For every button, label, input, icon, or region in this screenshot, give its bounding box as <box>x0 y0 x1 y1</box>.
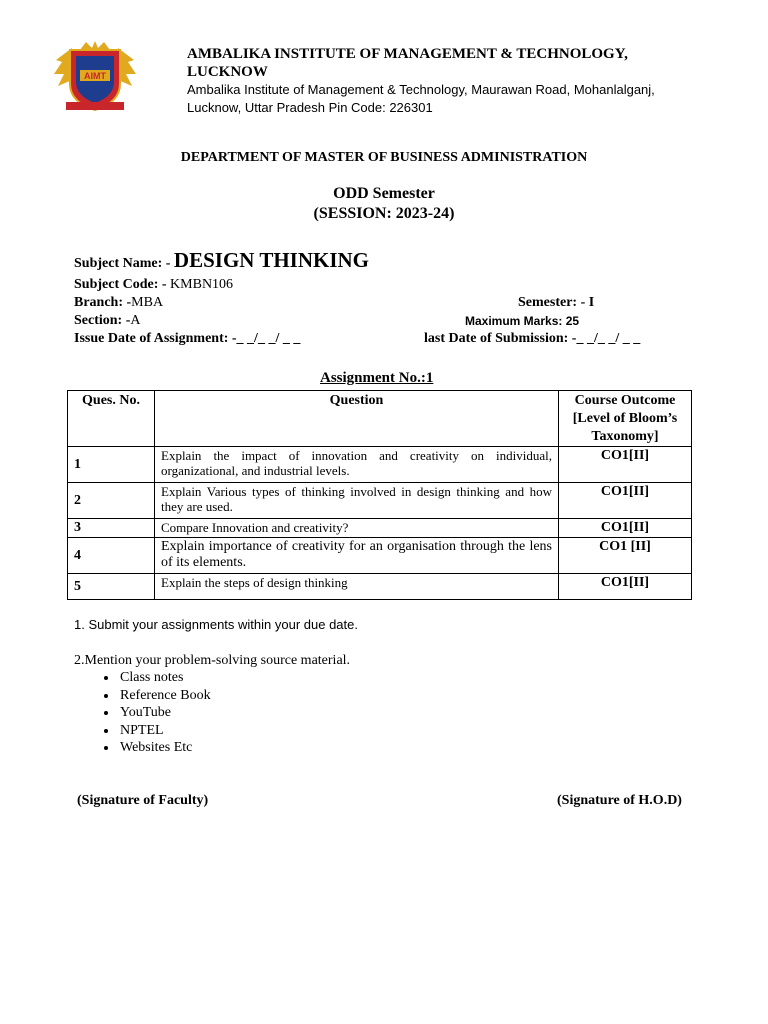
list-item: • Class notes <box>118 669 211 687</box>
table-header-row <box>68 391 692 447</box>
signature-faculty: (Signature of Faculty) <box>77 793 209 808</box>
header-ques-no: Ques. No. <box>68 391 155 447</box>
header-course-outcome: Course Outcome [Level of Bloom’s Taxonomy] <box>559 391 692 447</box>
table-row <box>68 538 692 574</box>
section-label: Section: - <box>74 313 131 328</box>
last-submission-date: last Date of Submission: -_ _/_ _/ _ _ <box>424 331 641 346</box>
question-cell: Explain Various types of thinking involved in design thinking and how they are used. <box>155 483 559 519</box>
list-item: • Reference Book <box>118 687 211 705</box>
semester-title: ODD Semester <box>333 185 435 202</box>
subject-name-row <box>74 248 369 273</box>
ques-no-cell: 3 <box>68 519 155 538</box>
ques-no-cell: 5 <box>68 574 155 600</box>
course-outcome-cell: CO1 [II] <box>559 538 692 574</box>
logo-text: AIMT <box>84 71 106 81</box>
question-cell: Explain importance of creativity for an organisation through the lens of its elements. <box>155 538 559 574</box>
course-outcome-cell: CO1[II] <box>559 519 692 538</box>
subject-name-value: DESIGN THINKING <box>173 248 370 272</box>
questions-table <box>67 390 692 600</box>
institute-address-line2: Lucknow, Uttar Pradesh Pin Code: 226301 <box>187 100 433 115</box>
ques-no-cell: 4 <box>68 538 155 574</box>
ques-no-cell: 2 <box>68 483 155 519</box>
subject-code-label: Subject Code: - <box>74 277 171 292</box>
table-row <box>68 483 692 519</box>
note-submit: 1. Submit your assignments within your due date. <box>74 617 358 632</box>
branch-value: MBA <box>131 295 164 310</box>
list-item: • NPTEL <box>118 722 211 740</box>
question-cell: Explain the impact of innovation and creativity on individual, organizational, and industrial levels. <box>155 447 559 483</box>
branch-label: Branch: - <box>74 295 132 310</box>
assignment-title: Assignment No.:1 <box>320 370 434 386</box>
institute-name-line2: LUCKNOW <box>187 64 268 80</box>
semester-label: Semester: - I <box>518 295 595 310</box>
table-row <box>68 574 692 600</box>
institute-logo <box>52 40 138 116</box>
ques-no-cell: 1 <box>68 447 155 483</box>
issue-date: Issue Date of Assignment: -_ _/_ _/ _ _ <box>74 331 301 346</box>
header-question: Question <box>155 391 559 447</box>
source-list <box>74 669 211 757</box>
table-row <box>68 519 692 538</box>
subject-code-value: KMBN106 <box>170 277 234 292</box>
subject-code-row <box>74 277 233 293</box>
table-row <box>68 447 692 483</box>
question-cell: Explain the steps of design thinking <box>155 574 559 600</box>
subject-name-label: Subject Name: - <box>74 256 174 271</box>
note-source-material: 2.Mention your problem-solving source material. <box>74 653 351 668</box>
session-title: (SESSION: 2023-24) <box>313 205 455 222</box>
maximum-marks: Maximum Marks: 25 <box>465 314 580 328</box>
section-row <box>74 313 141 329</box>
logo-crown <box>80 41 110 50</box>
department-title: DEPARTMENT OF MASTER OF BUSINESS ADMINISTRATION <box>180 150 588 165</box>
list-item: • Websites Etc <box>118 739 211 757</box>
institute-address-line1: Ambalika Institute of Management & Technology, Maurawan Road, Mohanlalganj, <box>187 82 655 97</box>
list-item: • YouTube <box>118 704 211 722</box>
course-outcome-cell: CO1[II] <box>559 447 692 483</box>
course-outcome-cell: CO1[II] <box>559 574 692 600</box>
institute-name-line1: AMBALIKA INSTITUTE OF MANAGEMENT & TECHNOLOGY, <box>187 46 628 62</box>
branch-row <box>74 295 163 311</box>
course-outcome-cell: CO1[II] <box>559 483 692 519</box>
section-value: A <box>130 313 141 328</box>
question-cell: Compare Innovation and creativity? <box>155 519 559 538</box>
signature-hod: (Signature of H.O.D) <box>557 793 682 808</box>
